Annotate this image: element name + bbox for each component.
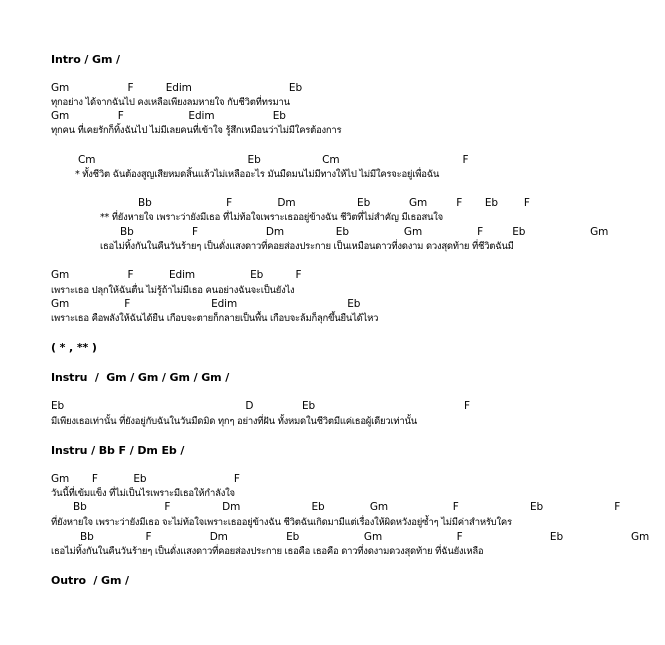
lyric-line: วันนี้ที่เข้มแข็ง ที่ไม่เป็นไรเพราะมีเธอให้กำลังใจ [51,488,235,499]
lyric-line: * ทั้งชีวิต ฉันต้องสูญเสียหมดสิ้นแล้วไม่เหลืออะไร มันมืดมนไม่มีทางให้ไป ไม่มีใครจะอยู่เพื่อฉัน [75,169,440,180]
chord-line: Gm F Edim Eb [51,110,286,122]
repeat-marker: ( * , ** ) [51,341,97,354]
chord-line: Gm F Edim Eb F [51,269,302,281]
lyric-line: เพราะเธอ ปลุกให้ฉันตื่น ไม่รู้ถ้าไม่มีเธอ คนอย่างฉันจะเป็นยังไง [51,285,295,296]
outro-heading: Outro / Gm / [51,574,129,587]
intro-heading: Intro / Gm / [51,53,120,66]
chord-line: Gm F Edim Eb [51,82,303,94]
lyric-line: ทุกคน ที่เคยรักก็ทิ้งฉันไป ไม่มีเลยคนที่เข้าใจ รู้สึกเหมือนว่าไม่มีใครต้องการ [51,125,342,136]
lyric-line: ที่ยังหายใจ เพราะว่ายังมีเธอ จะไม่ท้อใจเพราะเธออยู่ข้างฉัน ชีวิตฉันเกิดมามีแต่เรื่องให้ผิดหวังอยู่ซ้ำๆ ไม่มีค่าสำหรับใคร [51,517,512,528]
lyric-line: มีเพียงเธอเท่านั้น ที่ยังอยู่กับฉันในวันมืดมิด ทุกๆ อย่างที่ฝัน ทั้งหมดในชีวิตมีแค่เธอผู้เดียวเท่านั้น [51,416,418,427]
chord-line: Eb D Eb F [51,400,470,412]
instrumental-heading: Instru / Gm / Gm / Gm / Gm / [51,371,230,384]
chord-line: Bb F Dm Eb Gm F Eb Gm [80,531,650,543]
chord-line: Gm F Eb F [51,473,240,485]
chord-line: Bb F Dm Eb Gm F Eb F [73,501,621,513]
chord-line: Gm F Edim Eb [51,298,361,310]
chord-line: Bb F Dm Eb Gm F Eb F [138,197,530,209]
instrumental-heading: Instru / Bb F / Dm Eb / [51,444,185,457]
lyric-line: ** ที่ยังหายใจ เพราะว่ายังมีเธอ ที่ไม่ท้อใจเพราะเธออยู่ข้างฉัน ชีวิตที่ไม่สำคัญ มีเธอสนใจ [100,212,443,223]
chord-line: Cm Eb Cm F [78,154,469,166]
lyric-line: ทุกอย่าง ได้จากฉันไป คงเหลือเพียงลมหายใจ กับชีวิตที่ทรมาน [51,97,290,108]
chord-line: Bb F Dm Eb Gm F Eb Gm [120,226,609,238]
lyric-line: เธอไม่ทิ้งกันในคืนวันร้ายๆ เป็นดั่งแสงดาวที่คอยส่องประกาย เธอคือ เธอคือ ดาวที่งดงามดวงสุดท้าย ที่ฉันยังเหลือ [51,546,484,557]
lyric-line: เพราะเธอ คือพลังให้ฉันได้ยืน เกือบจะตายก็กลายเป็นพื้น เกือบจะล้มก็ลุกขึ้นยืนได้ไหว [51,313,379,324]
lyric-line: เธอไม่ทิ้งกันในคืนวันร้ายๆ เป็นดั่งแสงดาวที่คอยส่องประกาย เป็นเหมือนดาวที่งดงาม ดวงสุดท้าย ที่ชีวิตฉันมี [100,241,514,252]
